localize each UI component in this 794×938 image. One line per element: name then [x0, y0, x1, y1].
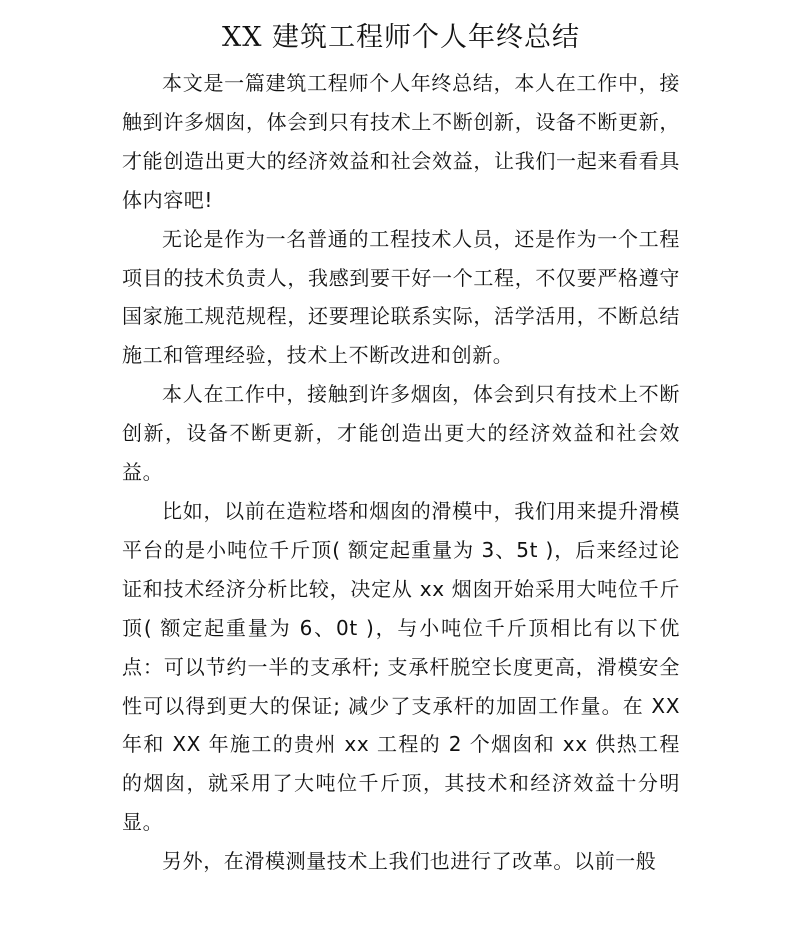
paragraph-role: 无论是作为一名普通的工程技术人员，还是作为一个工程项目的技术负责人，我感到要干好一个工程，不仅要严格遵守国家施工规范规程，还要理论联系实际，活学活用，不断总结施工和管理经验，技术上不断改进和创新。: [122, 226, 680, 368]
document-title: XX 建筑工程师个人年终总结: [221, 22, 581, 53]
paragraph-measurement: 另外，在滑模测量技术上我们也进行了改革。以前一般: [162, 849, 657, 874]
paragraph-intro: 本文是一篇建筑工程师个人年终总结，本人在工作中，接触到许多烟囱，体会到只有技术上不断创新，设备不断更新，才能创造出更大的经济效益和社会效益，让我们一起来看看具体内容吧!: [122, 71, 680, 212]
paragraph-jack: 比如，以前在造粒塔和烟囱的滑模中，我们用来提升滑模平台的是小吨位千斤顶( 额定起重量为 3、5t )，后来经过论证和技术经济分析比较，决定从 xx 烟囱开始采用大吨位千斤顶( 额定起重量为 6、0t )，与小吨位千斤顶相比有以下优点：可以节约一半的支承杆; 支承杆脱空长度更高，滑模安全性可以得到更大的保证; 减少了支承杆的加固工作量。在 XX 年和 XX 年施工的贵州 xx 工程的 2 个烟囱和 xx 供热工程的烟囱，就采用了大吨位千斤顶，其技术和经济效益十分明显。: [122, 498, 680, 835]
paragraph-chimney: 本人在工作中，接触到许多烟囱，体会到只有技术上不断创新，设备不断更新，才能创造出更大的经济效益和社会效益。: [122, 382, 680, 485]
